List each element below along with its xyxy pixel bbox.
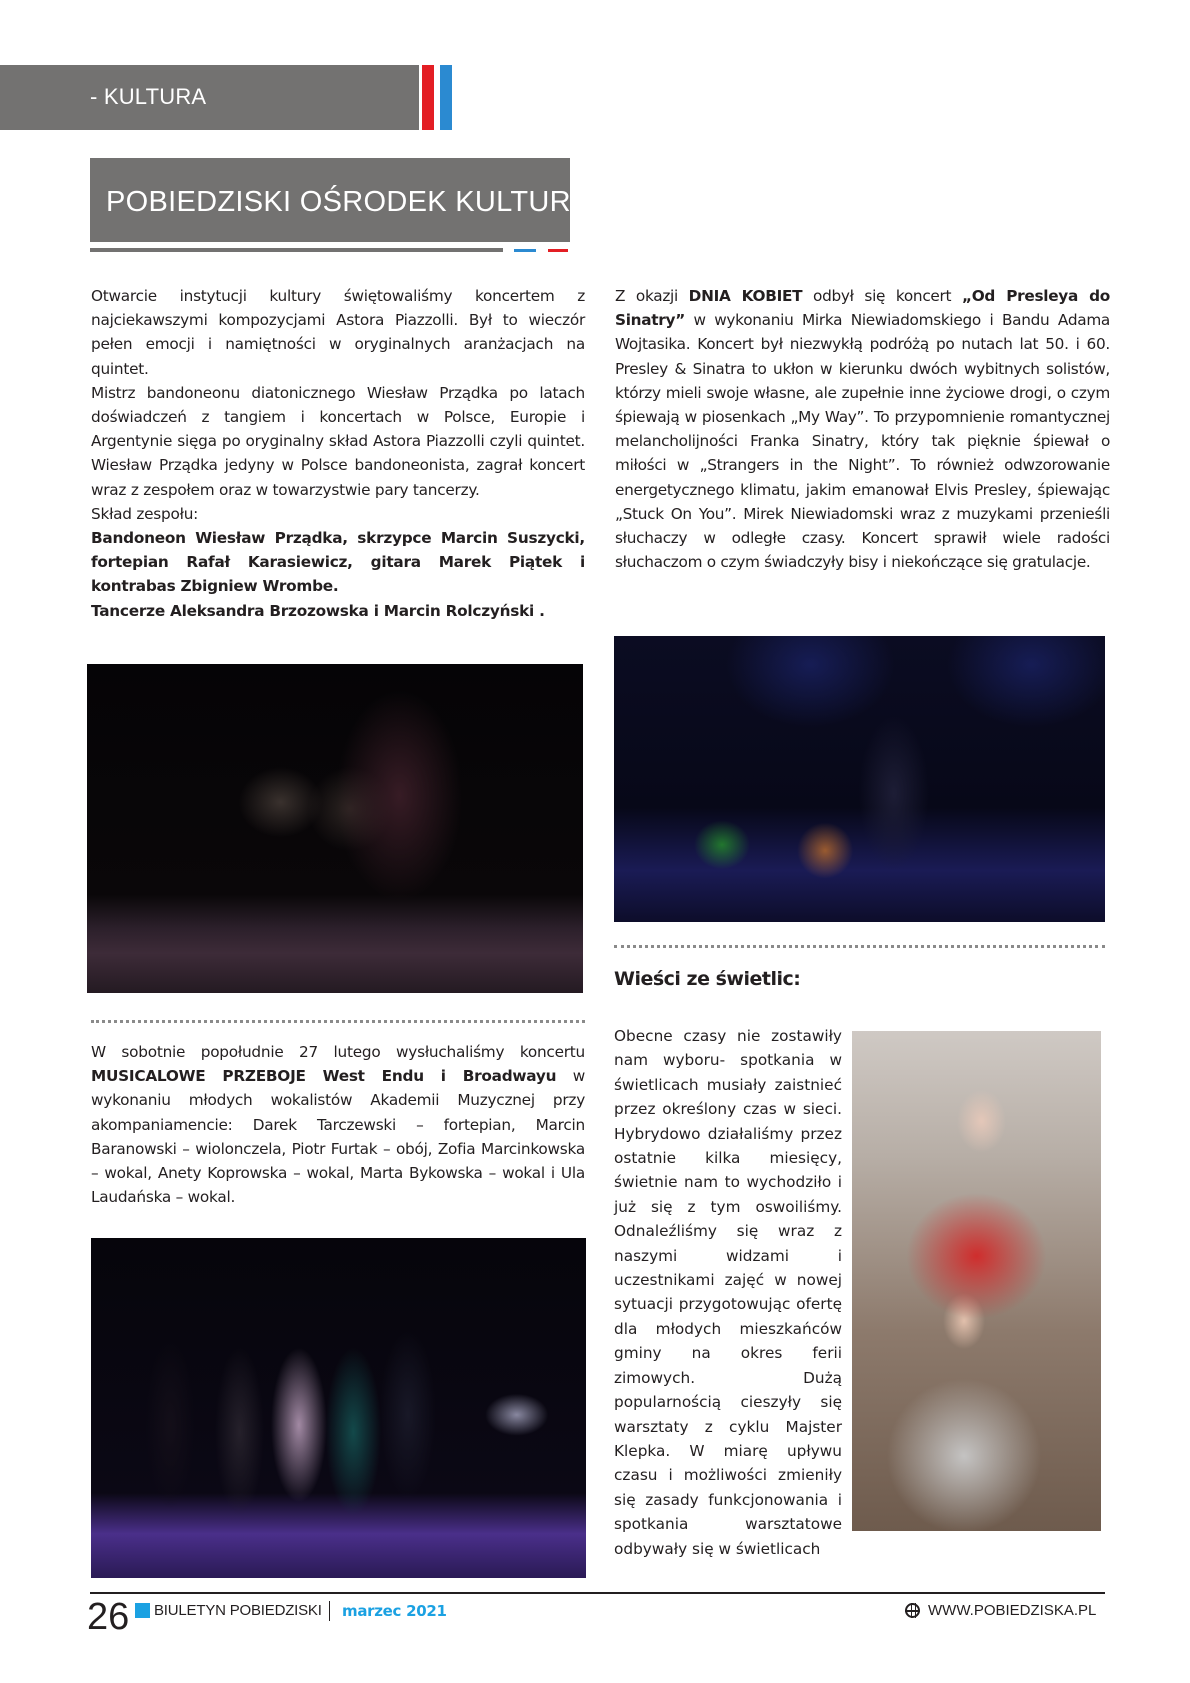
article-musical (91, 1040, 585, 1209)
title-dash-red (548, 249, 568, 252)
paragraph (91, 1040, 585, 1209)
square-bullet-icon (135, 1603, 150, 1618)
dancers (91, 599, 585, 623)
website-link[interactable]: WWW.POBIEDZISKA.PL (928, 1602, 1097, 1619)
page-title: POBIEDZISKI OŚRODEK KULTURY (106, 186, 591, 218)
text-run: Z okazji (615, 287, 689, 305)
dotted-divider (91, 1020, 585, 1023)
paragraph: Obecne czasy nie zostawiły nam wyboru- spotkania w świetlicach musiały zaistnieć przez określony czas w sieci. Hybrydowo działaliśmy przez ostatnie kilka miesięcy, świetnie nam to wychodziło i już się z tym oswoiliśmy. Odnaleźliśmy się wraz z naszymi widzami i uczestnikami zajęć w nowej sytuacji przygotowując ofertę dla młodych mieszkańców gminy na okres ferii zimowych. Dużą popularnością cieszyły się warsztaty z cyklu Majster Klepka. W miarę upływu czasu i możliwości zmieniły się zasady funkcjonowania i spotkania warsztatowe odbywały się w świetlicach (614, 1027, 842, 1558)
page-number: 26 (87, 1596, 130, 1638)
publication-name: BIULETYN POBIEDZISKI (154, 1602, 322, 1619)
red-stripe (422, 65, 434, 130)
lineup-text: Bandoneon Wiesław Prządka, skrzypce Marcin Suszycki, fortepian Rafał Karasiewicz, gitara Marek Piątek i kontrabas Zbigniew Wrombe. (91, 529, 585, 596)
title-underline (90, 248, 503, 252)
globe-icon (905, 1603, 920, 1618)
paragraph: Otwarcie instytucji kultury świętowaliśmy koncertem z najciekawszymi kompozycjami Astora Piazzolli. Był to wieczór pełen emocji i namiętności w oryginalnych aranżacjach na quintet. (91, 287, 585, 378)
section-label: - KULTURA (90, 84, 207, 109)
bold-run: MUSICALOWE PRZEBOJE West Endu i Broadwayu (91, 1067, 557, 1086)
footer-separator (329, 1601, 330, 1621)
photo-singer-band (614, 636, 1105, 922)
lineup (91, 526, 585, 599)
blue-stripe (440, 65, 452, 130)
footer-rule (90, 1592, 1105, 1594)
bold-run: DNIA KOBIET (688, 287, 803, 305)
lineup-label: Skład zespołu: (91, 504, 199, 523)
article-women-day (615, 284, 1110, 574)
photo-children-crafts (852, 1031, 1101, 1531)
photo-musical-vocalists (91, 1238, 586, 1578)
dotted-divider (614, 945, 1105, 948)
article-piazzolla (91, 284, 585, 623)
bold-run: „Od Presleya do Sinatry” (615, 287, 1111, 330)
paragraph: Mistrz bandoneonu diatonicznego Wiesław Prządka po latach doświadczeń z tangiem i koncertach w Polsce, Europie i Argentynie sięga po oryginalny skład Astora Piazzolli czyli quintet. Wiesław Prządka jedyny w Polsce bandoneonista, zagrał koncert wraz z zespołem oraz w towarzystwie pary tancerzy. (91, 383, 585, 499)
text-run: W sobotnie popołudnie 27 lutego wysłuchaliśmy koncertu (91, 1043, 585, 1061)
section-subheading: Wieści ze świetlic: (614, 968, 801, 990)
text-run: odbył się koncert (802, 287, 962, 305)
photo-tango-dancers (87, 664, 583, 993)
text-run: w wykonaniu Mirka Niewiadomskiego i Bandu Adama Wojtasika. Koncert był niezwykłą podróżą po nutach lat 50. i 60. Presley & Sinatra to ukłon w kierunku dwóch wybitnych solistów, którzy mieli swoje własne, ale zupełnie inne życiowe drogi, o czym śpiewają w piosenkach „My Way”. To przypomnienie romantycznej melancholijności Franka Sinatry, który tak pięknie śpiewał o miłości w „Strangers in the Night”. To również odwzorowanie energetycznego klimatu, jakim emanował Elvis Presley, śpiewając „Stuck On You”. Mirek Niewiadomski wraz z muzykami przenieśli słuchaczy w odległe czasy. Koncert sprawił wiele radości słuchaczom o czym świadczyły bisy i niekończące się gratulacje. (615, 311, 1110, 572)
dancers-text: Tancerze Aleksandra Brzozowska i Marcin Rolczyński . (91, 601, 545, 620)
text-run: w wykonaniu młodych wokalistów Akademii Muzycznej przy akompaniamencie: Darek Tarczewski – fortepian, Marcin Baranowski – wiolonczela, Piotr Furtak – obój, Zofia Marcinkowska – wokal, Anety Koprowska – wokal, Marta Bykowska – wokal i Ula Laudańska – wokal. (91, 1067, 586, 1207)
issue-date: marzec 2021 (342, 1602, 447, 1620)
paragraph (615, 284, 1110, 574)
article-swietlice (614, 1024, 842, 1561)
section-header-bar (0, 65, 419, 130)
title-dash-blue (514, 249, 536, 252)
